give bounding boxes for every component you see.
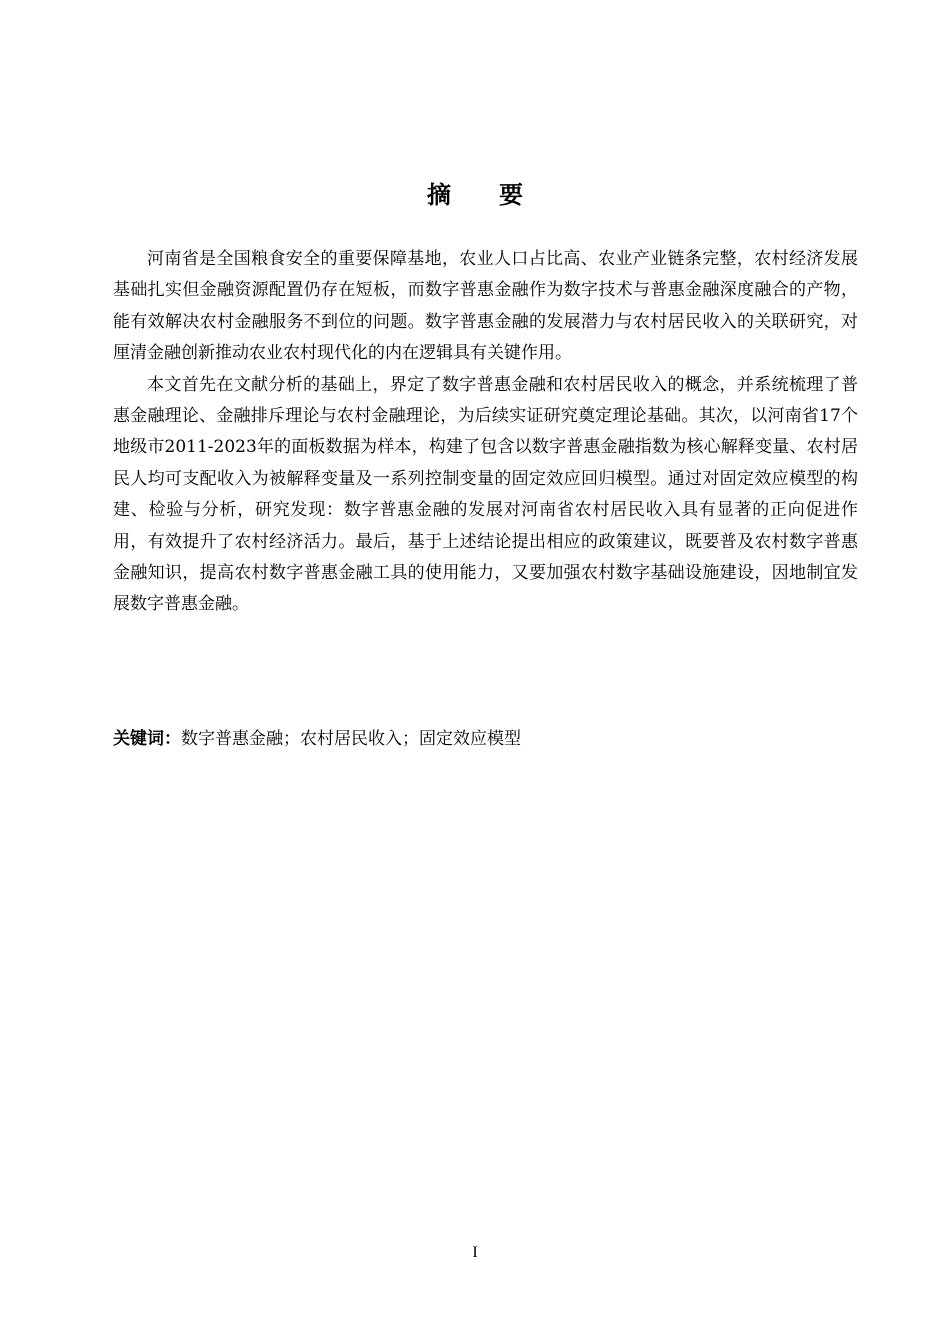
abstract-body: [113, 244, 858, 621]
abstract-paragraph-1: 河南省是全国粮食安全的重要保障基地，农业人口占比高、农业产业链条完整，农村经济发展基础扎实但金融资源配置仍存在短板，而数字普惠金融作为数字技术与普惠金融深度融合的产物，能有效解决农村金融服务不到位的问题。数字普惠金融的发展潜力与农村居民收入的关联研究，对厘清金融创新推动农业农村现代化的内在逻辑具有关键作用。: [113, 249, 858, 364]
keywords-label: 关键词：: [113, 729, 181, 749]
keywords-line: [113, 724, 858, 755]
page-number: I: [472, 1244, 478, 1261]
abstract-title-char-2: 要: [499, 181, 523, 209]
abstract-paragraph-2: 本文首先在文献分析的基础上，界定了数字普惠金融和农村居民收入的概念，并系统梳理了普惠金融理论、金融排斥理论与农村金融理论，为后续实证研究奠定理论基础。其次，以河南省17个地级市2011-2023年的面板数据为样本，构建了包含以数字普惠金融指数为核心解释变量、农村居民人均可支配收入为被解释变量及一系列控制变量的固定效应回归模型。通过对固定效应模型的构建、检验与分析，研究发现：数字普惠金融的发展对河南省农村居民收入具有显著的正向促进作用，有效提升了农村经济活力。最后，基于上述结论提出相应的政策建议，既要普及农村数字普惠金融知识，提高农村数字普惠金融工具的使用能力，又要加强农村数字基础设施建设，因地制宜发展数字普惠金融。: [113, 374, 858, 615]
abstract-title-char-1: 摘: [427, 181, 451, 209]
keywords-text: 数字普惠金融；农村居民收入；固定效应模型: [181, 729, 521, 749]
abstract-title: [0, 178, 950, 212]
